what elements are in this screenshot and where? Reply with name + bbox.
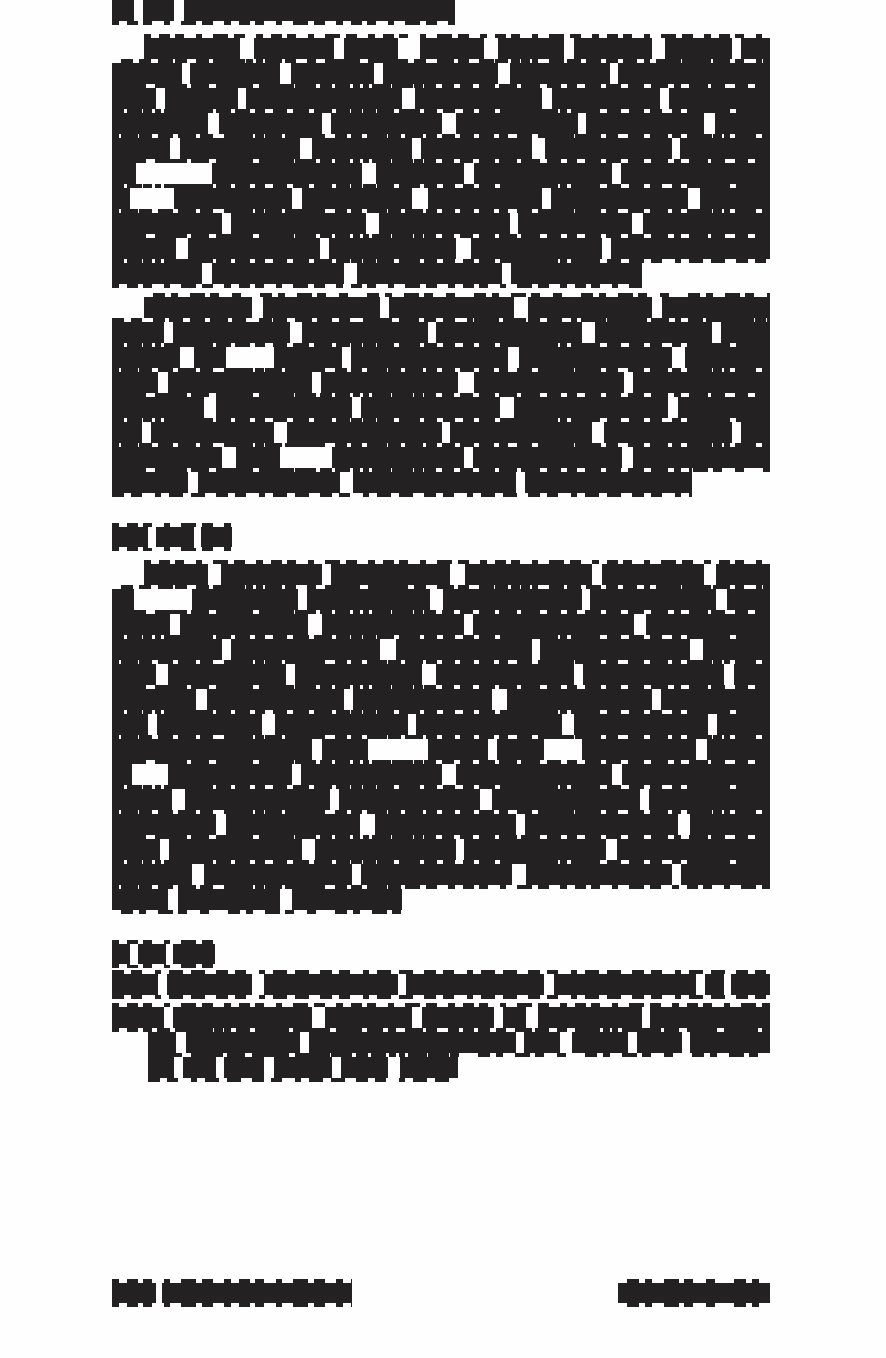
redacted-text-line: [112, 739, 770, 760]
section-1: [112, 0, 770, 493]
redacted-heading-bar: [112, 944, 215, 964]
redacted-reference-line: [112, 974, 770, 995]
redacted-text-line: [112, 238, 770, 259]
section-3: [112, 944, 770, 1078]
reference-1: [112, 974, 770, 995]
redacted-heading-bar: [112, 527, 232, 547]
page-footer: [112, 1283, 770, 1303]
redacted-text-line: [112, 714, 770, 735]
redacted-text-line: [112, 263, 642, 284]
redacted-text-line: [112, 188, 770, 209]
redacted-text-line: [112, 764, 770, 785]
redacted-text-line: [112, 814, 770, 835]
redacted-footer-right: [618, 1283, 770, 1303]
paragraph-1: [112, 38, 770, 284]
redacted-reference-line: [112, 1007, 770, 1028]
redacted-text-line: [112, 447, 770, 468]
redacted-text-line: [112, 839, 770, 860]
section-2-heading: [112, 527, 770, 547]
redacted-text-line: [144, 38, 770, 59]
redacted-text-line: [112, 664, 770, 685]
redacted-text-line: [112, 614, 770, 635]
paragraph-2: [112, 297, 770, 493]
redacted-text-line: [112, 639, 770, 660]
section-3-heading: [112, 944, 770, 964]
redacted-text-line: [112, 472, 692, 493]
redacted-text-line: [112, 88, 770, 109]
redacted-text-line: [112, 422, 770, 443]
redacted-footer-left: [112, 1283, 352, 1303]
reference-2: [112, 1007, 770, 1078]
redacted-text-line: [112, 63, 770, 84]
redacted-reference-line: [148, 1032, 770, 1053]
redacted-text-line: [144, 297, 770, 318]
document-body: [112, 0, 770, 1090]
redacted-text-line: [112, 213, 770, 234]
redacted-text-line: [112, 372, 770, 393]
redacted-heading-bar: [112, 0, 455, 21]
redacted-text-line: [112, 322, 770, 343]
paragraph-3: [112, 564, 770, 910]
redacted-text-line: [112, 789, 770, 810]
redacted-text-line: [112, 689, 770, 710]
redacted-reference-line: [148, 1057, 458, 1078]
redacted-text-line: [112, 889, 402, 910]
section-2: [112, 527, 770, 910]
section-1-heading: [112, 0, 770, 21]
